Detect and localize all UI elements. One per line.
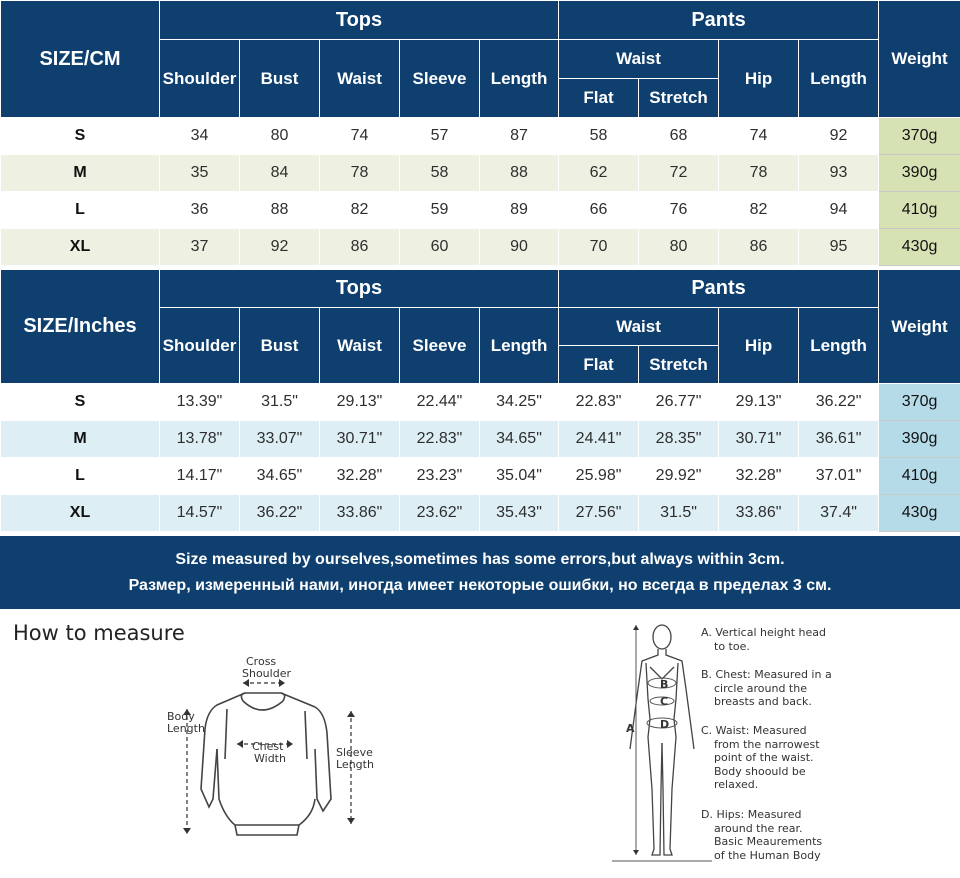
column-header-stretch: Stretch [639,79,719,118]
table-cell: 58 [559,118,639,155]
table-row [1,421,960,458]
cm-table-body [1,118,960,266]
table-cell: 94 [799,192,879,229]
body-note-a [701,626,851,653]
table-cell: 35.04" [480,458,559,495]
table-cell: 25.98" [559,458,639,495]
table-cell: 87 [480,118,559,155]
body-note-c-line: relaxed. [714,778,759,791]
weight-header: Weight [879,1,960,118]
body-note-b-line: breasts and back. [714,695,812,708]
table-cell: 88 [240,192,320,229]
table-row [1,495,960,532]
pants-waist-header: Waist [559,308,719,346]
table-cell: 30.71" [719,421,799,458]
table-cell: 30.71" [320,421,400,458]
table-cell: 35 [160,155,240,192]
table-cell: 23.62" [400,495,480,532]
table-cell: 88 [480,155,559,192]
table-cell: 14.17" [160,458,240,495]
table-cell: 24.41" [559,421,639,458]
table-cell: 14.57" [160,495,240,532]
column-header-shoulder: Shoulder [160,40,240,118]
column-header-hip: Hip [719,40,799,118]
body-note-c-line: C. Waist: Measured [701,724,807,737]
table-cell: 31.5" [639,495,719,532]
table-cell: 13.78" [160,421,240,458]
table-cell: 28.35" [639,421,719,458]
table-cell: 22.83" [400,421,480,458]
table-row [1,155,960,192]
table-cell: 57 [400,118,480,155]
table-cell: 84 [240,155,320,192]
table-row [1,229,960,266]
size-cell: L [1,458,160,495]
body-note-d-line: of the Human Body [714,848,821,862]
table-cell: 92 [240,229,320,266]
body-note-c-line: point of the waist. [714,751,814,764]
table-cell: 60 [400,229,480,266]
human-body-diagram [612,619,712,874]
table-cell: 33.86" [719,495,799,532]
size-cell: XL [1,495,160,532]
column-header-length: Length [480,40,559,118]
table-cell: 29.13" [320,384,400,421]
sleeve-length-label-1: Sleeve [336,746,373,759]
table-cell: 23.23" [400,458,480,495]
table-cell: 37 [160,229,240,266]
table-cell: 92 [799,118,879,155]
column-header-length: Length [480,308,559,384]
table-cell: 78 [719,155,799,192]
table-cell: 86 [320,229,400,266]
size-cell: S [1,384,160,421]
size-table-inches [0,269,960,532]
note-english: Size measured by ourselves,sometimes has some errors,but always within 3cm. [175,551,785,568]
column-header-pants-length: Length [799,40,879,118]
body-note-d [701,808,851,862]
size-cell: XL [1,229,160,266]
table-cell: 82 [320,192,400,229]
weight-cell: 390g [879,155,960,192]
marker-b: B [660,678,669,691]
how-to-measure-section [0,609,960,878]
size-cell: S [1,118,160,155]
body-length-label-1: Body [167,710,195,723]
column-header-bust: Bust [240,308,320,384]
cross-shoulder-label-1: Cross [246,655,277,668]
table-cell: 80 [639,229,719,266]
table-cell: 37.4" [799,495,879,532]
body-note-b-line: circle around the [714,681,807,695]
table-cell: 74 [719,118,799,155]
weight-cell: 370g [879,384,960,421]
column-header-flat: Flat [559,79,639,118]
table-cell: 66 [559,192,639,229]
measurement-note-banner [0,536,960,609]
table-cell: 27.56" [559,495,639,532]
column-header-flat: Flat [559,346,639,384]
weight-cell: 370g [879,118,960,155]
table-cell: 74 [320,118,400,155]
table-cell: 34 [160,118,240,155]
table-cell: 29.13" [719,384,799,421]
column-header-hip: Hip [719,308,799,384]
cross-shoulder-label-2: Shoulder [242,667,291,680]
table-row [1,384,960,421]
marker-c: C [660,695,669,708]
tops-group-header: Tops [160,270,559,308]
size-corner-header: SIZE/Inches [1,270,160,384]
weight-cell: 430g [879,495,960,532]
table-cell: 32.28" [320,458,400,495]
table-cell: 70 [559,229,639,266]
tops-group-header: Tops [160,1,559,40]
size-corner-header: SIZE/CM [1,1,160,118]
table-cell: 72 [639,155,719,192]
body-note-c [701,724,851,792]
table-cell: 32.28" [719,458,799,495]
body-note-b-line: B. Chest: Measured in a [701,668,832,681]
table-cell: 22.83" [559,384,639,421]
table-cell: 34.65" [480,421,559,458]
table-cell: 36.61" [799,421,879,458]
table-cell: 59 [400,192,480,229]
table-row [1,192,960,229]
weight-cell: 390g [879,421,960,458]
column-header-stretch: Stretch [639,346,719,384]
column-header-sleeve: Sleeve [400,308,480,384]
how-to-measure-title: How to measure [13,621,185,645]
table-cell: 36 [160,192,240,229]
size-cell: M [1,421,160,458]
table-cell: 36.22" [240,495,320,532]
chest-width-label-2: Width [254,752,286,765]
table-cell: 78 [320,155,400,192]
note-russian: Размер, измеренный нами, иногда имеет некоторые ошибки, но всегда в пределах 3 см. [128,577,832,594]
table-cell: 76 [639,192,719,229]
table-cell: 95 [799,229,879,266]
table-cell: 80 [240,118,320,155]
sleeve-length-label-2: Length [336,758,374,771]
table-cell: 33.86" [320,495,400,532]
table-cell: 36.22" [799,384,879,421]
table-cell: 13.39" [160,384,240,421]
table-cell: 62 [559,155,639,192]
body-note-d-line: around the rear. [714,821,803,835]
pants-group-header: Pants [559,270,879,308]
column-header-waist: Waist [320,40,400,118]
column-header-shoulder: Shoulder [160,308,240,384]
table-cell: 29.92" [639,458,719,495]
table-cell: 82 [719,192,799,229]
weight-cell: 410g [879,192,960,229]
column-header-waist: Waist [320,308,400,384]
chest-width-label-1: Chest [252,740,284,753]
size-cell: M [1,155,160,192]
table-cell: 90 [480,229,559,266]
table-cell: 58 [400,155,480,192]
table-cell: 22.44" [400,384,480,421]
pants-waist-header: Waist [559,40,719,79]
weight-cell: 410g [879,458,960,495]
column-header-bust: Bust [240,40,320,118]
table-cell: 34.25" [480,384,559,421]
body-note-c-line: Body shoould be [714,764,806,778]
body-note-a-line: A. Vertical height head [701,626,827,639]
size-table-cm [0,0,960,266]
table-cell: 34.65" [240,458,320,495]
table-cell: 37.01" [799,458,879,495]
table-cell: 31.5" [240,384,320,421]
body-note-d-line: D. Hips: Measured [701,808,802,821]
table-cell: 89 [480,192,559,229]
table-row [1,458,960,495]
table-cell: 86 [719,229,799,266]
body-note-c-line: from the narrowest [714,737,820,751]
table-cell: 26.77" [639,384,719,421]
body-note-b [701,668,851,709]
inch-table-body [1,384,960,532]
marker-a: A [626,722,635,735]
column-header-sleeve: Sleeve [400,40,480,118]
table-row [1,118,960,155]
weight-header: Weight [879,270,960,384]
size-cell: L [1,192,160,229]
table-cell: 93 [799,155,879,192]
weight-cell: 430g [879,229,960,266]
pants-group-header: Pants [559,1,879,40]
body-note-a-line: to toe. [714,639,750,653]
marker-d: D [660,718,670,731]
table-cell: 68 [639,118,719,155]
body-length-label-2: Length [167,722,205,735]
table-cell: 33.07" [240,421,320,458]
body-note-d-line: Basic Meaurements [714,835,823,848]
column-header-pants-length: Length [799,308,879,384]
table-cell: 35.43" [480,495,559,532]
